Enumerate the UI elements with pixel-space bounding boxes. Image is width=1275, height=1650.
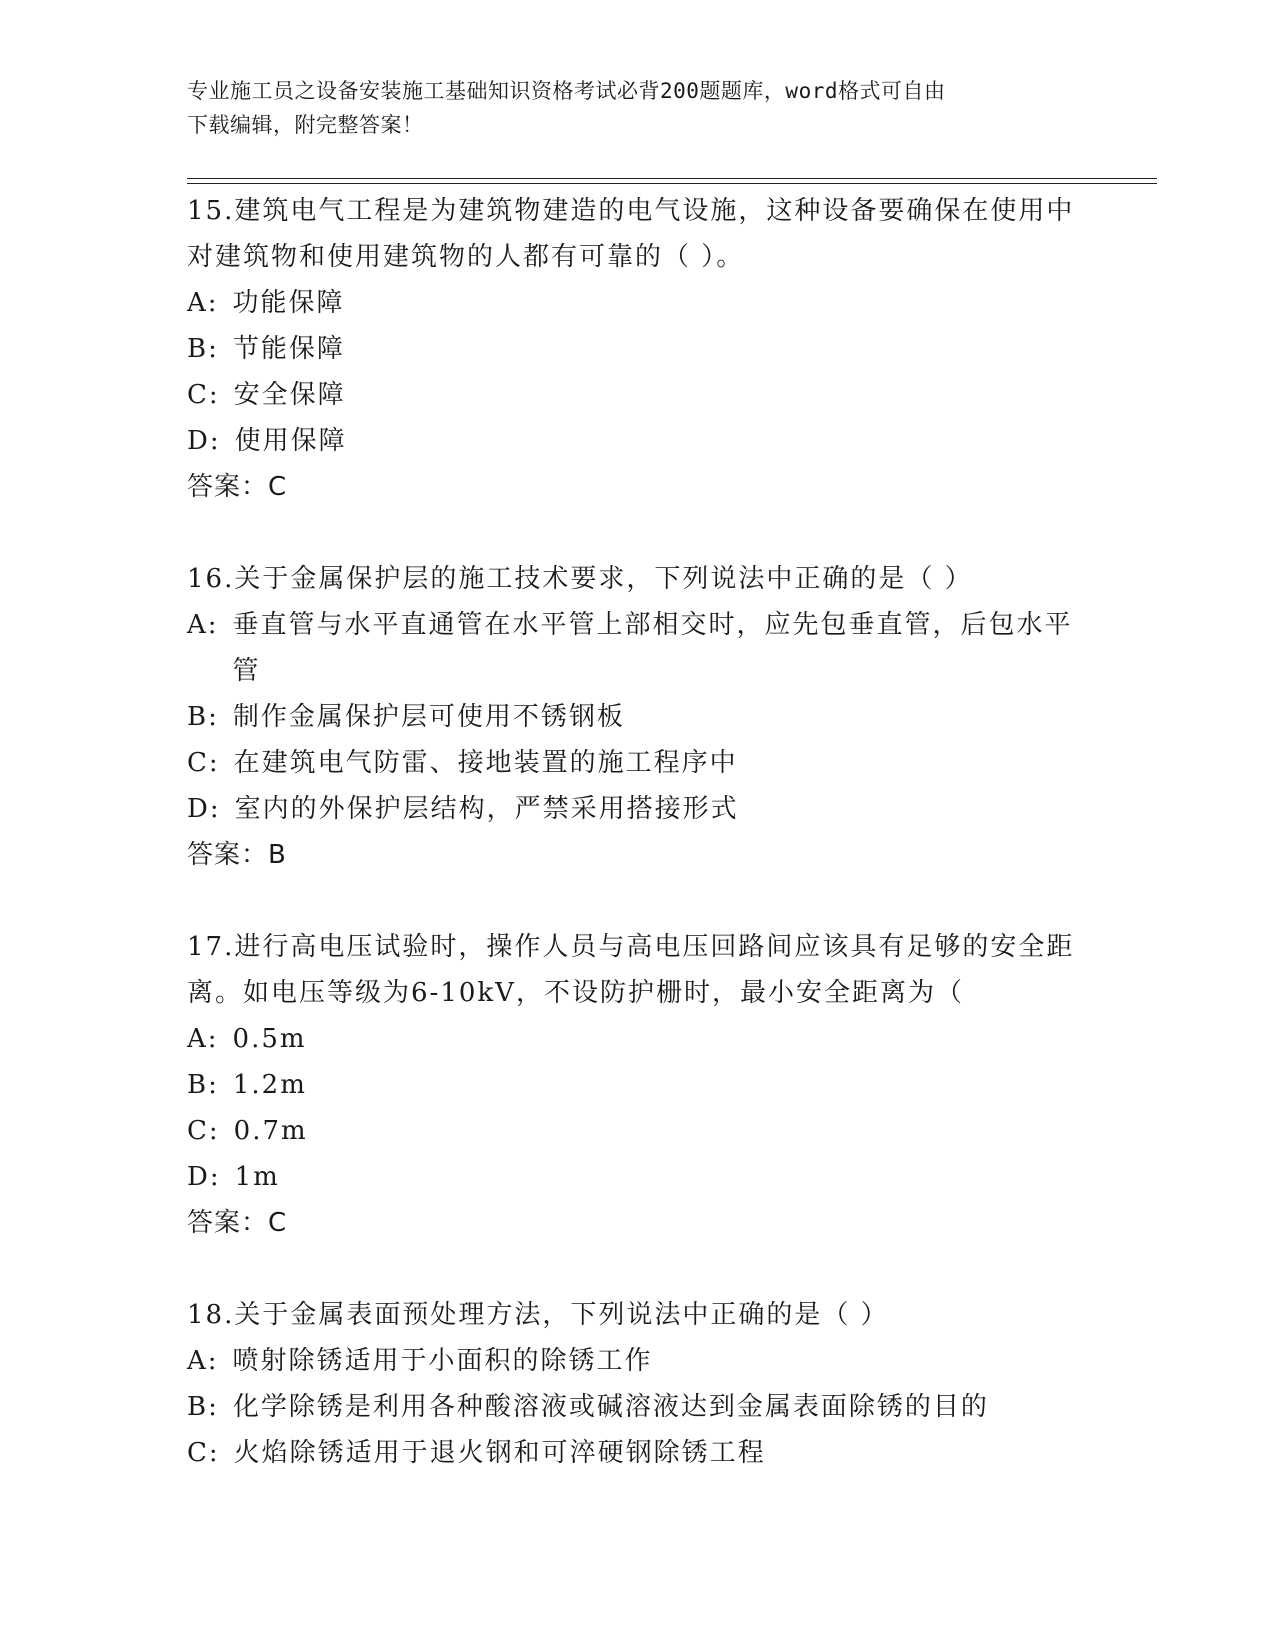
option-key: A: <box>187 1024 219 1054</box>
option-a <box>187 602 1087 694</box>
option-key: A: <box>187 610 219 640</box>
option-c <box>187 372 1087 418</box>
option-key: C: <box>187 380 220 410</box>
option-a <box>187 280 1087 326</box>
option-key: D: <box>187 794 221 824</box>
header-line-1: 专业施工员之设备安装施工基础知识资格考试必背200题题库，word格式可自由 <box>187 79 946 103</box>
option-text: 0.5m <box>232 1024 307 1054</box>
option-text: 制作金属保护层可使用不锈钢板 <box>232 702 625 732</box>
option-d <box>187 786 1087 832</box>
option-text: 使用保障 <box>234 426 347 456</box>
document-header <box>187 74 1087 142</box>
option-c <box>187 740 1087 786</box>
option-key: C: <box>187 1438 220 1468</box>
option-key: B: <box>187 1070 219 1100</box>
option-text: 节能保障 <box>232 334 345 364</box>
option-text: 1.2m <box>232 1070 307 1100</box>
answer-line: 答案：B <box>187 840 287 870</box>
option-text: 功能保障 <box>232 288 345 318</box>
option-key: C: <box>187 748 220 778</box>
header-divider-bottom <box>187 183 1157 184</box>
option-text: 喷射除锈适用于小面积的除锈工作 <box>232 1346 653 1376</box>
option-c <box>187 1108 1087 1154</box>
question-stem: 16.关于金属保护层的施工技术要求，下列说法中正确的是（ ） <box>187 564 973 594</box>
question-stem: 17.进行高电压试验时，操作人员与高电压回路间应该具有足够的安全距离。如电压等级为6-10kV，不设防护栅时，最小安全距离为（ <box>187 932 1075 1008</box>
option-a <box>187 1338 1087 1384</box>
option-key: D: <box>187 1162 221 1192</box>
option-a <box>187 1016 1087 1062</box>
option-key: A: <box>187 288 219 318</box>
question-16 <box>187 556 1087 878</box>
option-text: 垂直管与水平直通管在水平管上部相交时，应先包垂直管，后包水平管 <box>232 610 1073 686</box>
question-list <box>187 188 1087 1522</box>
option-b <box>187 1062 1087 1108</box>
option-text: 0.7m <box>233 1116 308 1146</box>
option-text: 安全保障 <box>233 380 346 410</box>
option-d <box>187 1154 1087 1200</box>
question-18 <box>187 1292 1087 1476</box>
option-b <box>187 1384 1087 1430</box>
question-15 <box>187 188 1087 510</box>
option-key: D: <box>187 426 221 456</box>
option-d <box>187 418 1087 464</box>
option-text: 化学除锈是利用各种酸溶液或碱溶液达到金属表面除锈的目的 <box>232 1392 989 1422</box>
option-b <box>187 694 1087 740</box>
option-text: 在建筑电气防雷、接地装置的施工程序中 <box>233 748 738 778</box>
option-text: 1m <box>234 1162 280 1192</box>
option-b <box>187 326 1087 372</box>
option-key: B: <box>187 1392 219 1422</box>
option-text: 火焰除锈适用于退火钢和可淬硬钢除锈工程 <box>233 1438 766 1468</box>
question-stem: 18.关于金属表面预处理方法，下列说法中正确的是（ ） <box>187 1300 889 1330</box>
option-c <box>187 1430 1087 1476</box>
option-key: B: <box>187 702 219 732</box>
answer-line: 答案：C <box>187 472 288 502</box>
option-key: C: <box>187 1116 220 1146</box>
header-line-2: 下载编辑，附完整答案！ <box>187 113 424 137</box>
answer-line: 答案：C <box>187 1208 288 1238</box>
question-17 <box>187 924 1087 1246</box>
option-key: A: <box>187 1346 219 1376</box>
header-divider-top <box>187 178 1157 179</box>
option-text: 室内的外保护层结构，严禁采用搭接形式 <box>234 794 739 824</box>
option-key: B: <box>187 334 219 364</box>
question-stem: 15.建筑电气工程是为建筑物建造的电气设施，这种设备要确保在使用中对建筑物和使用建筑物的人都有可靠的（ ）。 <box>187 196 1075 272</box>
